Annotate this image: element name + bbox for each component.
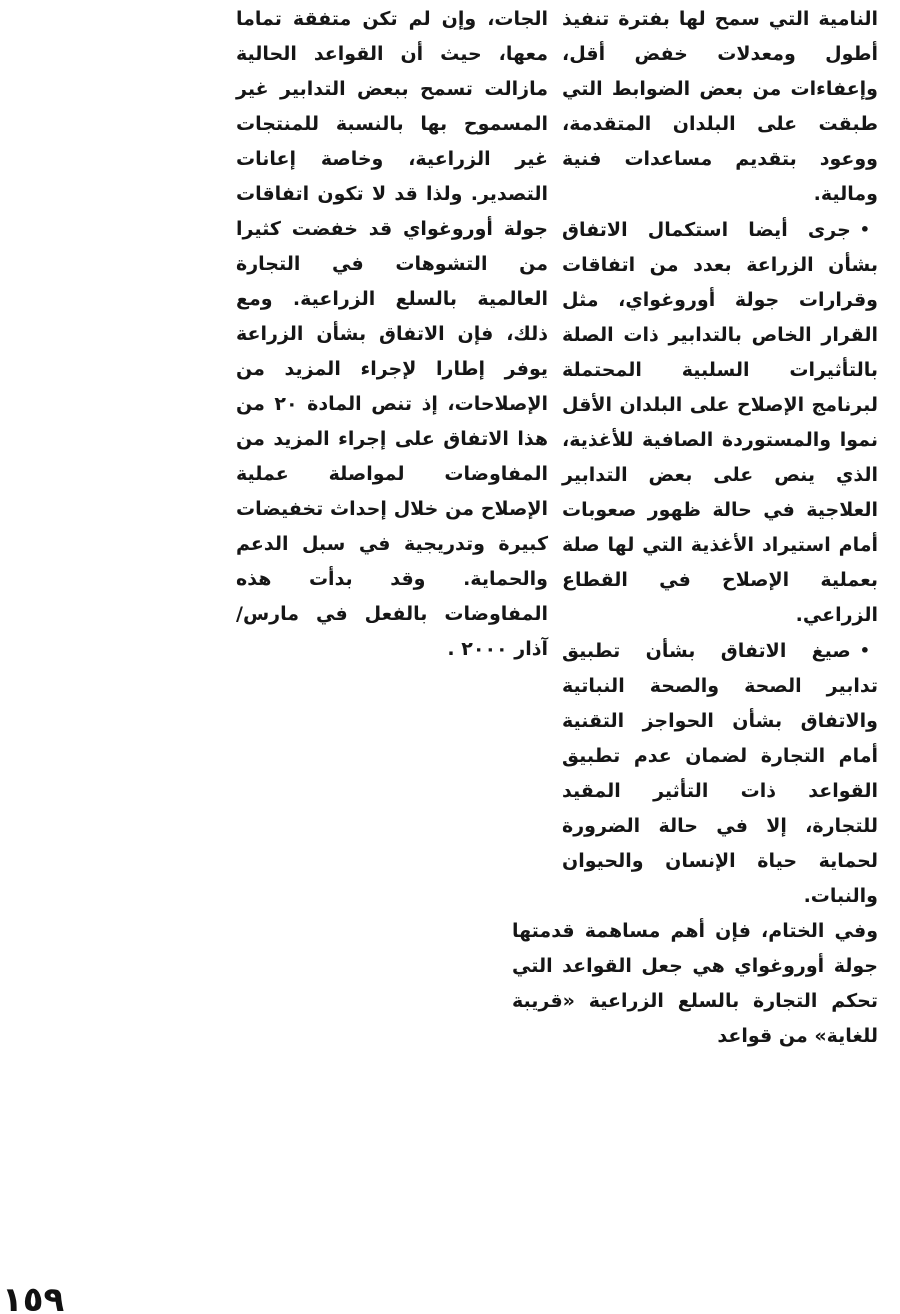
paragraph: النامية التي سمح لها بفترة تنفيذ أطول ومعدلات خفض أقل، وإعفاءات من بعض الضوابط التي طبقت على البلدان المتقدمة، ووعود بتقديم مساعدات فنية ومالية. bbox=[562, 8, 878, 205]
page-number: ١٥٩ bbox=[2, 1280, 65, 1314]
paragraph-text: صيغ الاتفاق بشأن تطبيق تدابير الصحة والصحة النباتية والاتفاق بشأن الحواجز التقنية أمام التجارة لضمان عدم تطبيق القواعد ذات التأثير المقيد للتجارة، إلا في حالة الضرورة لحماية حياة الإنسان والحيوان والنبات. bbox=[562, 640, 878, 907]
paragraph-bullet bbox=[562, 212, 878, 633]
paragraph-text: جرى أيضا استكمال الاتفاق بشأن الزراعة بعدد من اتفاقات وقرارات جولة أوروغواي، مثل القرار الخاص بالتدابير ذات الصلة بالتأثيرات السلبية المحتملة لبرنامج الإصلاح على البلدان الأقل نموا والمستوردة الصافية للأغذية، الذي ينص على بعض التدابير العلاجية في حالة ظهور صعوبات أمام استيراد الأغذية التي لها صلة بعملية الإصلاح في القطاع الزراعي. bbox=[562, 219, 878, 626]
paragraph-closing: وفي الختام، فإن أهم مساهمة قدمتها جولة أوروغواي هي جعل القواعد التي تحكم التجارة بالسلع الزراعية «قريبة للغاية» من قواعد bbox=[512, 920, 878, 1047]
bullet-icon: • bbox=[859, 641, 870, 660]
column-right bbox=[512, 2, 878, 1054]
paragraph: الجات، وإن لم تكن متفقة تماما معها، حيث أن القواعد الحالية مازالت تسمح ببعض التدابير غير المسموح بها بالنسبة للمنتجات غير الزراعية، وخاصة إعانات التصدير. ولذا قد لا تكون اتفاقات جولة أوروغواي قد خفضت كثيرا من التشوهات في التجارة العالمية بالسلع الزراعية. ومع ذلك، فإن الاتفاق بشأن الزراعة يوفر إطارا لإجراء المزيد من الإصلاحات، إذ تنص المادة ٢٠ من هذا الاتفاق على إجراء المزيد من المفاوضات لمواصلة عملية الإصلاح من خلال إحداث تخفيضات كبيرة وتدريجية في سبل الدعم والحماية. وقد بدأت هذه المفاوضات بالفعل في مارس/ آذار ٢٠٠٠ . bbox=[236, 8, 548, 660]
text-columns bbox=[236, 2, 878, 1054]
column-left bbox=[236, 2, 548, 667]
bullet-icon: • bbox=[859, 220, 870, 239]
paragraph-bullet bbox=[562, 633, 878, 914]
